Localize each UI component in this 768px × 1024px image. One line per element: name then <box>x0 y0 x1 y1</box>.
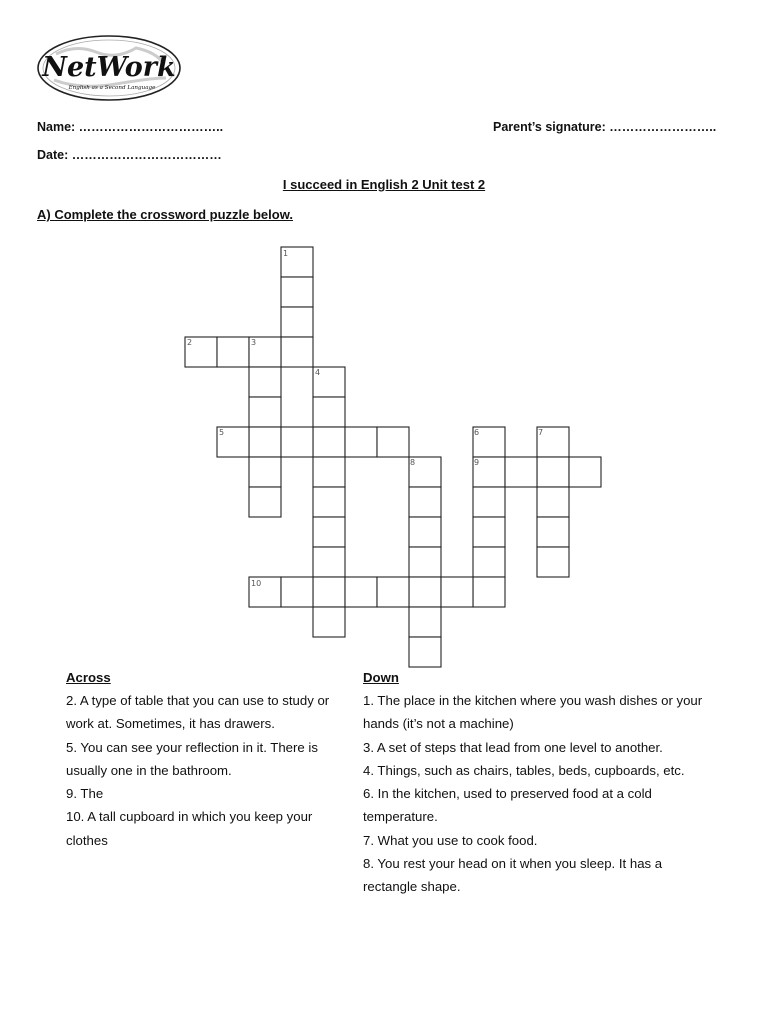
clue-across-10: 10. A tall cupboard in which you keep your clothes <box>66 809 313 848</box>
crossword-cell[interactable] <box>249 427 281 457</box>
crossword-cell[interactable] <box>377 427 409 457</box>
clue-down-6: 6. In the kitchen, used to preserved food at a cold temperature. <box>363 786 652 825</box>
crossword-cell[interactable] <box>569 457 601 487</box>
date-field: Date: ……………………………… <box>37 148 222 162</box>
clue-number: 10 <box>251 579 262 588</box>
crossword-cell[interactable] <box>313 517 345 547</box>
crossword-cell[interactable] <box>537 517 569 547</box>
clue-down-3: 3. A set of steps that lead from one level to another. <box>363 739 663 755</box>
crossword-cell[interactable] <box>377 577 409 607</box>
crossword-cell[interactable] <box>313 427 345 457</box>
clue-across-5: 5. You can see your reflection in it. There is usually one in the bathroom. <box>66 739 318 778</box>
crossword-cell[interactable] <box>409 517 441 547</box>
crossword-cell[interactable] <box>217 337 249 367</box>
clue-number: 5 <box>219 428 225 437</box>
crossword-cell[interactable] <box>249 367 281 397</box>
crossword-cell[interactable] <box>473 487 505 517</box>
crossword-cell[interactable] <box>281 277 313 307</box>
crossword-cell[interactable] <box>313 607 345 637</box>
crossword-cell[interactable] <box>345 427 377 457</box>
crossword-cell[interactable] <box>313 577 345 607</box>
clue-number: 7 <box>538 428 544 437</box>
parent-signature-field: Parent’s signature: …………………….. <box>493 120 717 134</box>
down-clues <box>363 666 708 899</box>
crossword-cell[interactable] <box>313 457 345 487</box>
crossword-cell[interactable] <box>409 547 441 577</box>
clue-number: 4 <box>315 368 321 377</box>
crossword-cell[interactable] <box>249 487 281 517</box>
name-field: Name: …………………………….. <box>37 120 224 134</box>
clue-number: 3 <box>251 338 257 347</box>
crossword-cell[interactable] <box>505 457 537 487</box>
across-clues <box>66 666 350 852</box>
instruction: A) Complete the crossword puzzle below. <box>37 207 293 222</box>
clue-number: 8 <box>410 458 416 467</box>
crossword-cell[interactable] <box>409 577 441 607</box>
clue-down-4: 4. Things, such as chairs, tables, beds, cupboards, etc. <box>363 762 685 778</box>
crossword-cell[interactable] <box>313 397 345 427</box>
crossword-cell[interactable] <box>345 577 377 607</box>
crossword-cell[interactable] <box>281 307 313 337</box>
logo-brand: NetWork <box>42 52 176 83</box>
page-title: I succeed in English 2 Unit test 2 <box>282 177 486 192</box>
crossword-cell[interactable] <box>473 577 505 607</box>
crossword-cell[interactable] <box>409 637 441 667</box>
down-heading: Down <box>363 670 399 685</box>
crossword-cell[interactable] <box>409 607 441 637</box>
crossword-cell[interactable] <box>537 457 569 487</box>
crossword-cell[interactable] <box>441 577 473 607</box>
across-heading: Across <box>66 670 111 685</box>
crossword-cell[interactable] <box>473 517 505 547</box>
clue-number: 6 <box>474 428 480 437</box>
crossword-cell[interactable] <box>409 487 441 517</box>
crossword-cell[interactable] <box>249 397 281 427</box>
clue-number: 1 <box>283 249 289 258</box>
crossword-cell[interactable] <box>537 547 569 577</box>
crossword-cell[interactable] <box>281 427 313 457</box>
clue-down-1: 1. The place in the kitchen where you wash dishes or your hands (it’s not a machine) <box>363 693 703 732</box>
logo-tagline: English as a Second Language <box>68 85 156 91</box>
crossword-cell[interactable] <box>281 337 313 367</box>
crossword-cell[interactable] <box>249 457 281 487</box>
crossword-cell[interactable] <box>313 547 345 577</box>
crossword-cell[interactable] <box>473 547 505 577</box>
clue-across-9: 9. The <box>66 786 104 802</box>
clue-number: 9 <box>474 458 480 467</box>
clue-down-8: 8. You rest your head on it when you sleep. It has a rectangle shape. <box>363 856 663 895</box>
crossword-cell[interactable] <box>281 577 313 607</box>
crossword-cell[interactable] <box>313 487 345 517</box>
clue-down-7: 7. What you use to cook food. <box>363 832 538 848</box>
clue-across-2: 2. A type of table that you can use to study or work at. Sometimes, it has drawers. <box>66 693 330 732</box>
crossword-cell[interactable] <box>537 487 569 517</box>
clue-number: 2 <box>187 338 193 347</box>
